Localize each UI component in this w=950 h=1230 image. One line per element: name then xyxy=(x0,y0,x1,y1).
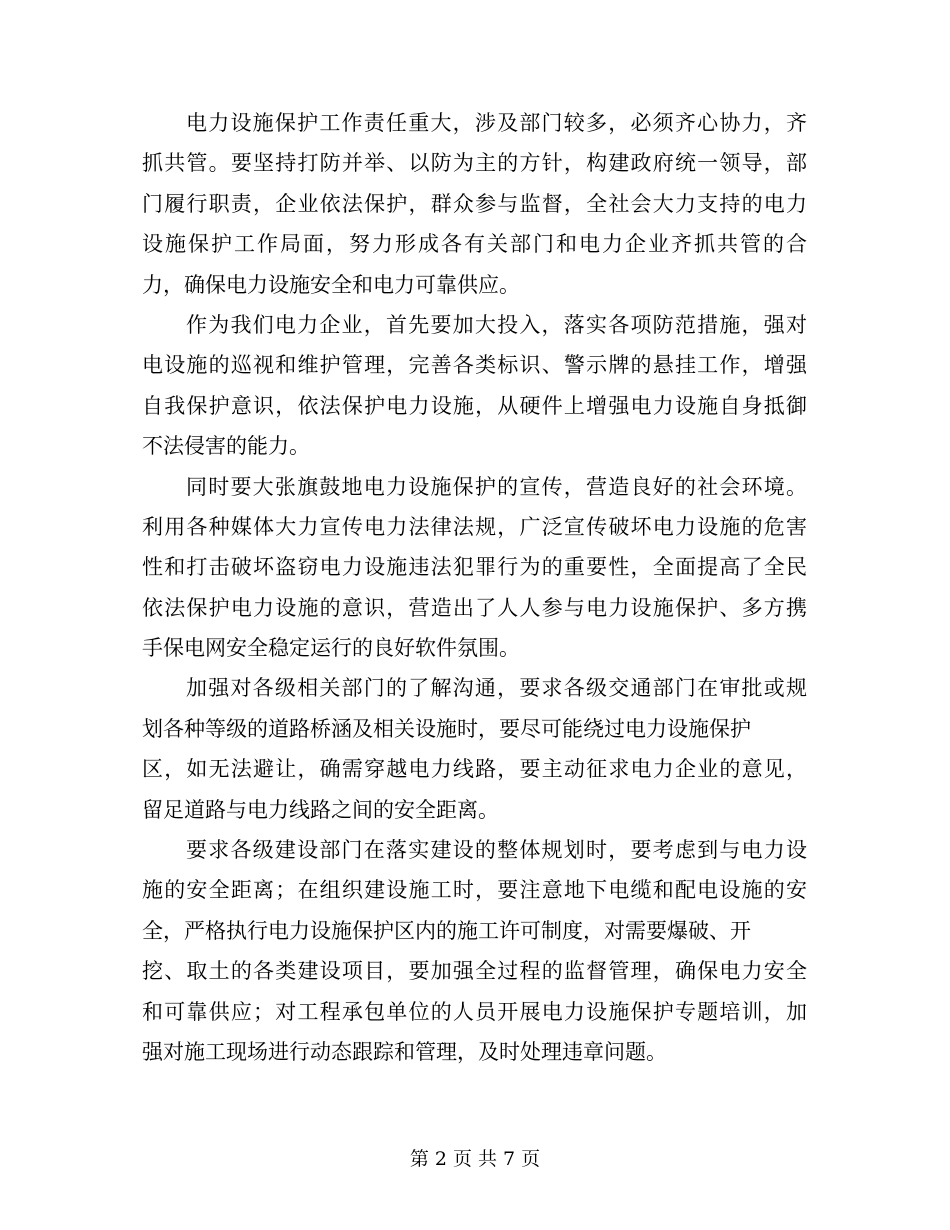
text-line: 和可靠供应；对工程承包单位的人员开展电力设施保护专题培训，加 xyxy=(142,999,807,1024)
text-line: 留足道路与电力线路之间的安全距离。 xyxy=(142,797,499,822)
text-line: 自我保护意识，依法保护电力设施，从硬件上增强电力设施自身抵御 xyxy=(142,393,807,418)
paragraph xyxy=(142,467,807,669)
text-line: 全，严格执行电力设施保护区内的施工许可制度，对需要爆破、开 xyxy=(142,918,751,943)
text-line: 利用各种媒体大力宣传电力法律法规，广泛宣传破坏电力设施的危害 xyxy=(142,514,807,539)
text-line: 要求各级建设部门在落实建设的整体规划时，要考虑到与电力设 xyxy=(186,838,807,863)
text-line: 施的安全距离；在组织建设施工时，要注意地下电缆和配电设施的安 xyxy=(142,878,807,903)
text-line: 挖、取土的各类建设项目，要加强全过程的监督管理，确保电力安全 xyxy=(142,959,807,984)
text-line: 同时要大张旗鼓地电力设施保护的宣传，营造良好的社会环境。 xyxy=(186,474,807,499)
text-line: 区，如无法避让，确需穿越电力线路，要主动征求电力企业的意见， xyxy=(142,757,807,782)
document-body xyxy=(142,103,807,1072)
text-line: 力，确保电力设施安全和电力可靠供应。 xyxy=(142,272,520,297)
text-line: 强对施工现场进行动态跟踪和管理，及时处理违章问题。 xyxy=(142,1039,667,1064)
text-line: 设施保护工作局面，努力形成各有关部门和电力企业齐抓共管的合 xyxy=(142,232,807,257)
paragraph xyxy=(142,305,807,467)
text-line: 电设施的巡视和维护管理，完善各类标识、警示牌的悬挂工作，增强 xyxy=(142,353,807,378)
text-line: 不法侵害的能力。 xyxy=(142,434,310,459)
paragraph xyxy=(142,668,807,830)
text-line: 依法保护电力设施的意识，营造出了人人参与电力设施保护、多方携 xyxy=(142,595,807,620)
text-line: 作为我们电力企业，首先要加大投入，落实各项防范措施，强对 xyxy=(186,312,807,337)
text-line: 手保电网安全稳定运行的良好软件氛围。 xyxy=(142,636,520,661)
page-number-footer: 第 2 页 共 7 页 xyxy=(409,1148,541,1170)
text-line: 加强对各级相关部门的了解沟通，要求各级交通部门在审批或规 xyxy=(186,676,807,701)
paragraph xyxy=(142,103,807,305)
text-line: 门履行职责，企业依法保护，群众参与监督，全社会大力支持的电力 xyxy=(142,191,807,216)
text-line: 性和打击破坏盗窃电力设施违法犯罪行为的重要性，全面提高了全民 xyxy=(142,555,807,580)
text-line: 抓共管。要坚持打防并举、以防为主的方针，构建政府统一领导，部 xyxy=(142,151,807,176)
text-line: 电力设施保护工作责任重大，涉及部门较多，必须齐心协力，齐 xyxy=(186,111,807,135)
text-line: 划各种等级的道路桥涵及相关设施时，要尽可能绕过电力设施保护 xyxy=(142,716,751,741)
paragraph xyxy=(142,830,807,1072)
